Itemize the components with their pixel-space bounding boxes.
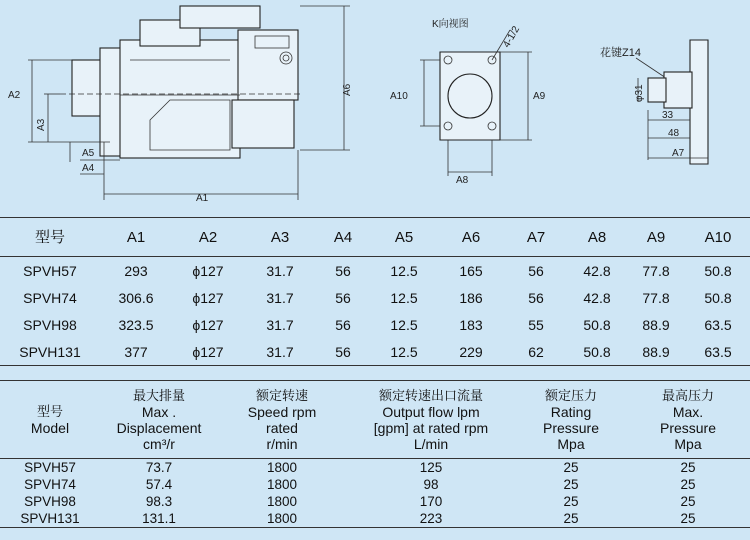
performance-value-cell: 223 [419, 510, 443, 526]
performance-value-cell: 131.1 [142, 510, 176, 526]
header-line-en2: Pressure [659, 419, 717, 436]
header-line-cn: 额定压力 [544, 387, 597, 403]
spline-label: 花键Z14 [600, 47, 641, 59]
dim-A5: A5 [82, 148, 95, 159]
dim-A6: A6 [342, 83, 353, 96]
header-line-en1: Rating [550, 403, 592, 420]
dimension-header-cell: A1 [100, 218, 172, 257]
dimension-value-cell: 42.8 [583, 289, 611, 306]
header-line-cn: 额定转速 [255, 387, 308, 403]
pump-technical-drawing [0, 0, 750, 212]
dimension-value-cell: ϕ127 [192, 343, 224, 360]
dimension-value-cell: 293 [124, 262, 148, 279]
header-line-en2: rated [266, 419, 298, 436]
dimension-value-cell: 12.5 [390, 316, 418, 333]
header-line-en3: Mpa [674, 435, 702, 452]
header-line-en2: Pressure [542, 419, 600, 436]
dimension-header-cell: A6 [438, 218, 504, 257]
performance-value-cell: 1800 [266, 459, 298, 475]
dimension-value-cell: 56 [335, 289, 351, 306]
table-row [0, 284, 750, 311]
performance-header-cell [0, 381, 100, 459]
performance-header-cell [100, 381, 218, 459]
header-line-en2: [gpm] at rated rpm [373, 419, 489, 436]
dimension-value-cell: 62 [528, 343, 544, 360]
dimension-value-cell: 377 [124, 343, 148, 360]
table-row [0, 459, 750, 477]
dimension-value-cell: 63.5 [704, 316, 732, 333]
dimension-header-cell: A4 [316, 218, 370, 257]
header-line-en3: Mpa [557, 435, 585, 452]
dim-A9: A9 [533, 91, 546, 102]
dim-A4: A4 [82, 163, 95, 174]
dim-48: 48 [668, 128, 680, 139]
dimension-table-header [0, 218, 750, 257]
performance-table [0, 380, 750, 528]
dimension-value-cell: 56 [335, 316, 351, 333]
model-cell: SPVH57 [24, 459, 76, 475]
spline-shaft-view [600, 40, 708, 164]
header-line-cn: 最高压力 [661, 387, 714, 403]
dimension-header-cell: A2 [172, 218, 244, 257]
header-line-en1: Output flow lpm [382, 403, 480, 420]
dimension-value-cell: 31.7 [266, 289, 294, 306]
header-line-en1: Max . [141, 403, 177, 420]
dimension-value-cell: 186 [459, 289, 483, 306]
dimension-value-cell: 306.6 [118, 289, 154, 306]
performance-header-cell [626, 381, 750, 459]
dimension-value-cell: ϕ127 [192, 316, 224, 333]
dimension-header-cell: A8 [568, 218, 626, 257]
performance-header-cell [516, 381, 626, 459]
performance-value-cell: 125 [419, 459, 443, 475]
dim-A10: A10 [390, 91, 408, 102]
table-row [0, 493, 750, 510]
performance-value-cell: 1800 [266, 476, 298, 492]
dimension-value-cell: 56 [335, 343, 351, 360]
performance-header-cell [346, 381, 516, 459]
dimension-value-cell: 50.8 [583, 316, 611, 333]
performance-value-cell: 25 [680, 510, 696, 526]
dimension-value-cell: 55 [528, 316, 544, 333]
dimension-value-cell: 42.8 [583, 262, 611, 279]
dimension-value-cell: 12.5 [390, 343, 418, 360]
model-cell: SPVH131 [20, 510, 80, 526]
model-cell: SPVH98 [24, 493, 76, 509]
dimension-value-cell: ϕ127 [192, 289, 224, 306]
header-line-en3: r/min [266, 435, 298, 452]
dimension-table [0, 217, 750, 366]
performance-value-cell: 25 [563, 493, 579, 509]
dimension-value-cell: 63.5 [704, 343, 732, 360]
dimension-value-cell: 12.5 [390, 289, 418, 306]
dimension-value-cell: 323.5 [118, 316, 154, 333]
dimension-value-cell: 183 [459, 316, 483, 333]
performance-value-cell: 98.3 [145, 493, 173, 509]
dimension-value-cell: 229 [459, 343, 483, 360]
header-line-en1: Model [30, 419, 70, 436]
model-cell: SPVH131 [19, 343, 81, 360]
k-view-label: K向视图 [432, 19, 469, 30]
dimension-value-cell: 88.9 [642, 343, 670, 360]
header-line-cn: 最大排量 [132, 387, 185, 403]
header-line-en1: Max. [672, 403, 704, 420]
header-line-en2: Displacement [116, 419, 202, 436]
header-line-en1: Speed rpm [247, 403, 317, 420]
dimension-value-cell: 31.7 [266, 316, 294, 333]
table-row [0, 257, 750, 285]
dimension-header-cell: A5 [370, 218, 438, 257]
performance-value-cell: 25 [680, 476, 696, 492]
header-line-cn: 额定转速出口流量 [378, 387, 483, 403]
dim-A3: A3 [36, 118, 47, 131]
dim-A2: A2 [8, 90, 21, 101]
dimension-header-cell: A3 [244, 218, 316, 257]
performance-value-cell: 98 [423, 476, 439, 492]
performance-value-cell: 170 [419, 493, 443, 509]
dim-d31: φ31 [634, 84, 645, 102]
model-cell: SPVH57 [23, 262, 77, 279]
table-row [0, 338, 750, 366]
dim-A8: A8 [456, 175, 469, 186]
dim-A7: A7 [672, 148, 685, 159]
dim-A1: A1 [196, 193, 209, 204]
performance-value-cell: 25 [563, 476, 579, 492]
performance-value-cell: 57.4 [145, 476, 173, 492]
dimension-value-cell: ϕ127 [192, 262, 224, 279]
performance-value-cell: 25 [680, 493, 696, 509]
header-line-en3: L/min [413, 435, 449, 452]
dimension-value-cell: 56 [528, 289, 544, 306]
performance-header-cell [218, 381, 346, 459]
dimension-value-cell: 88.9 [642, 316, 670, 333]
performance-table-header [0, 381, 750, 459]
model-cell: SPVH74 [23, 289, 77, 306]
performance-value-cell: 1800 [266, 493, 298, 509]
dimension-value-cell: 50.8 [583, 343, 611, 360]
model-cell: SPVH74 [24, 476, 76, 492]
dimension-header-cell: 型号 [0, 218, 100, 257]
dimension-header-cell: A9 [626, 218, 686, 257]
dimension-header-cell: A10 [686, 218, 750, 257]
table-row [0, 311, 750, 338]
table-row [0, 510, 750, 528]
table-row [0, 476, 750, 493]
dimension-value-cell: 50.8 [704, 289, 732, 306]
performance-value-cell: 25 [563, 459, 579, 475]
dimension-value-cell: 56 [528, 262, 544, 279]
header-line-cn: 型号 [36, 403, 63, 419]
header-line-en3: cm³/r [143, 435, 175, 452]
dim-33: 33 [662, 110, 674, 121]
performance-value-cell: 73.7 [145, 459, 173, 475]
dimension-value-cell: 165 [459, 262, 483, 279]
dimension-value-cell: 31.7 [266, 343, 294, 360]
dimension-value-cell: 77.8 [642, 262, 670, 279]
pump-side-view [60, 6, 300, 158]
k-view [390, 17, 546, 186]
dimension-value-cell: 77.8 [642, 289, 670, 306]
performance-value-cell: 25 [563, 510, 579, 526]
dimension-header-cell: A7 [504, 218, 568, 257]
dimension-value-cell: 56 [335, 262, 351, 279]
dimension-value-cell: 31.7 [266, 262, 294, 279]
dim-holes: 4-1/2 [501, 24, 523, 50]
performance-value-cell: 25 [680, 459, 696, 475]
dimension-value-cell: 12.5 [390, 262, 418, 279]
model-cell: SPVH98 [23, 316, 77, 333]
performance-value-cell: 1800 [266, 510, 298, 526]
dimension-value-cell: 50.8 [704, 262, 732, 279]
